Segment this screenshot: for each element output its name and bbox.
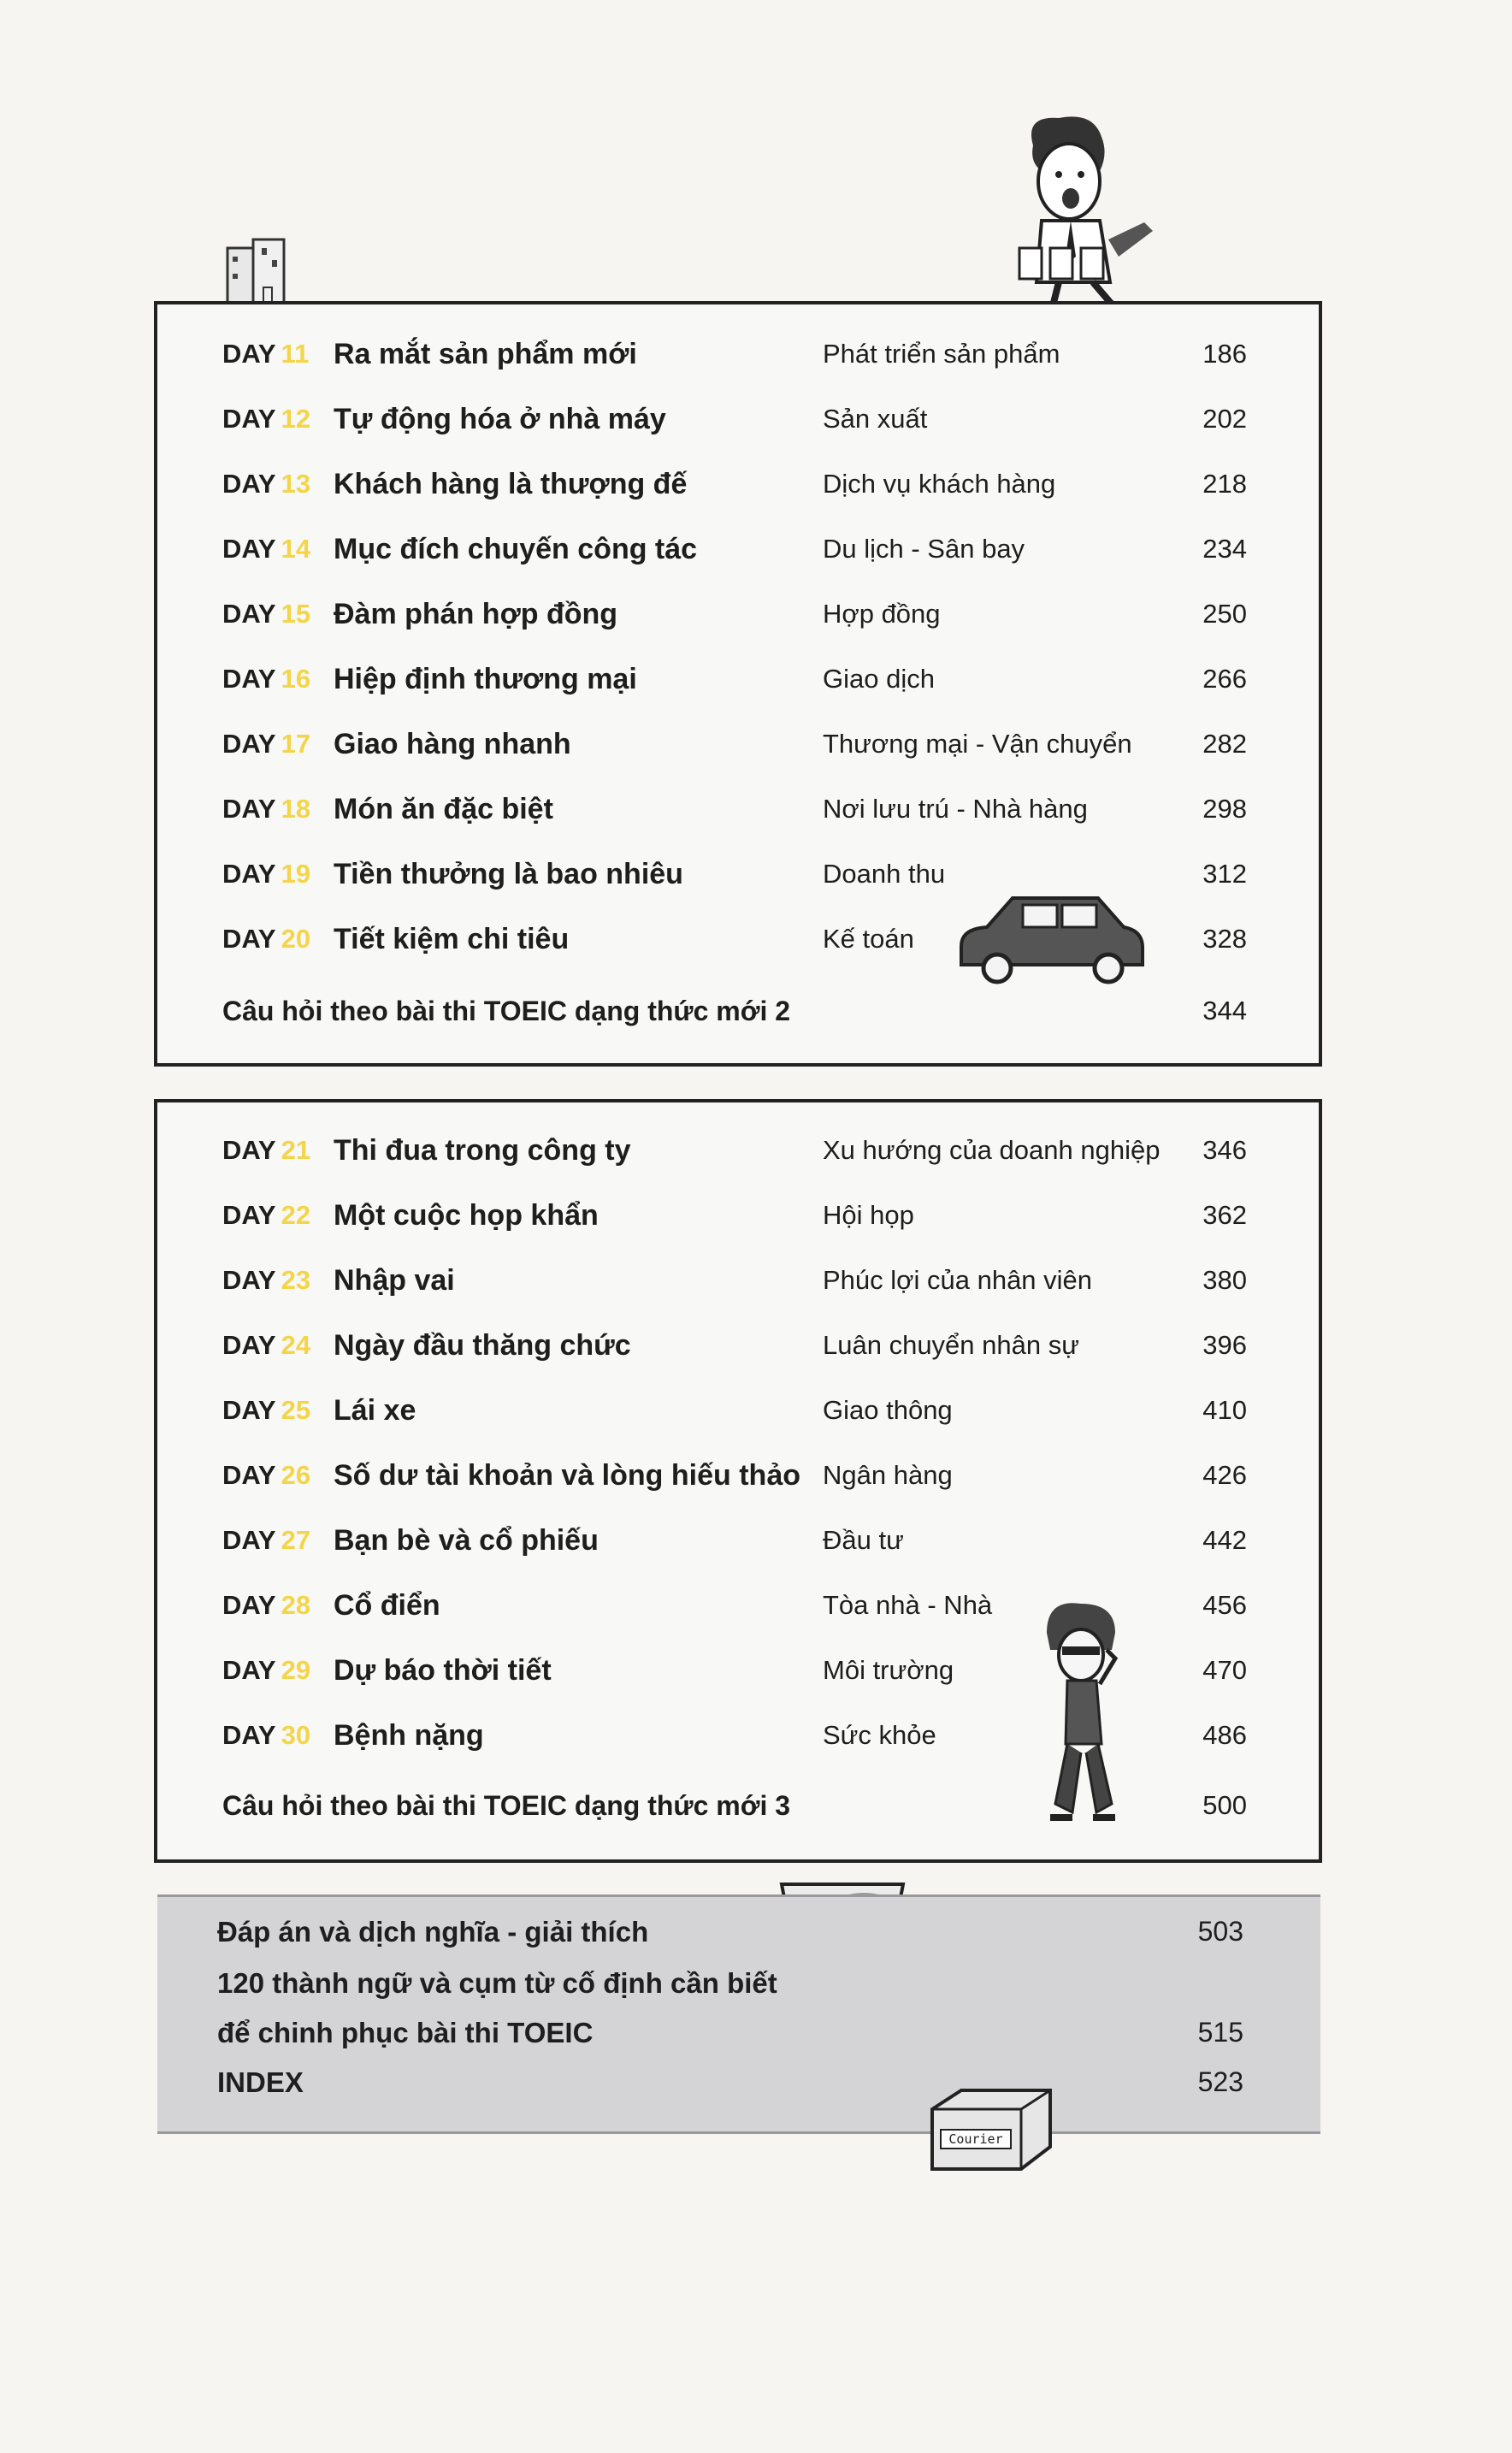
- chapter-title: Bệnh nặng: [334, 1719, 484, 1752]
- day-number: 19: [281, 859, 311, 889]
- day-number: 13: [281, 469, 311, 499]
- chapter-title: Dự báo thời tiết: [334, 1654, 552, 1687]
- day-number: 15: [281, 599, 311, 629]
- appendix-title: Đáp án và dịch nghĩa - giải thích: [217, 1916, 649, 1948]
- day-number: 22: [281, 1200, 311, 1230]
- question-title: Câu hỏi theo bài thi TOEIC dạng thức mới 2: [222, 996, 791, 1026]
- day-label: DAY: [222, 1330, 276, 1360]
- day-number: 27: [281, 1525, 311, 1555]
- day-label: DAY: [222, 1200, 276, 1230]
- chapter-title: Đàm phán hợp đồng: [334, 598, 618, 630]
- day-number: 29: [281, 1655, 311, 1685]
- day-label: DAY: [222, 924, 276, 954]
- toc-row[interactable]: [157, 1191, 1319, 1239]
- day-number: 14: [281, 534, 311, 564]
- day-label: DAY: [222, 599, 276, 629]
- page-number: 312: [1202, 859, 1247, 889]
- page-number: 234: [1202, 534, 1247, 564]
- chapter-topic: Tòa nhà - Nhà: [823, 1590, 993, 1620]
- day-label: DAY: [222, 1395, 276, 1425]
- chapter-topic: Phúc lợi của nhân viên: [823, 1265, 1093, 1295]
- toc-row[interactable]: [157, 395, 1319, 443]
- chapter-title: Nhập vai: [334, 1264, 455, 1297]
- chapter-topic: Dịch vụ khách hàng: [823, 469, 1056, 499]
- day-label: DAY: [222, 1265, 276, 1295]
- chapter-topic: Hội họp: [823, 1200, 914, 1230]
- chapter-title: Tiền thưởng là bao nhiêu: [334, 858, 683, 890]
- page-number: 346: [1202, 1135, 1247, 1165]
- page-number: 380: [1202, 1265, 1247, 1295]
- day-number: 18: [281, 794, 311, 824]
- chapter-title: Giao hàng nhanh: [334, 728, 571, 760]
- page-number: 523: [1197, 2066, 1243, 2097]
- day-number: 30: [281, 1720, 311, 1750]
- day-label: DAY: [222, 469, 276, 499]
- page-number: 442: [1202, 1525, 1247, 1555]
- building-illustration: [224, 236, 301, 309]
- chapter-title: Một cuộc họp khẩn: [334, 1199, 599, 1232]
- chapter-topic: Nơi lưu trú - Nhà hàng: [823, 794, 1088, 824]
- chapter-topic: Xu hướng của doanh nghiệp: [823, 1135, 1161, 1165]
- page-number: 328: [1202, 924, 1247, 954]
- chapter-topic: Luân chuyển nhân sự: [823, 1330, 1079, 1360]
- day-number: 20: [281, 924, 311, 954]
- chapter-title: Mục đích chuyến công tác: [334, 533, 698, 565]
- page-number: 250: [1202, 599, 1247, 629]
- page-number: 202: [1202, 404, 1247, 434]
- toc-row[interactable]: [157, 720, 1319, 768]
- chapter-topic: Thương mại - Vận chuyển: [823, 729, 1132, 759]
- page-number: 218: [1202, 469, 1247, 499]
- day-label: DAY: [222, 534, 276, 564]
- day-label: DAY: [222, 1655, 276, 1685]
- page-number: 410: [1202, 1395, 1247, 1425]
- page-number: 500: [1202, 1790, 1247, 1820]
- day-label: DAY: [222, 1460, 276, 1490]
- appendix-index-row[interactable]: [157, 2066, 1320, 2109]
- appendix-answers-row[interactable]: [157, 1916, 1320, 1959]
- courier-label: Courier: [948, 2131, 1003, 2147]
- day-label: DAY: [222, 404, 276, 434]
- chapter-title: Số dư tài khoản và lòng hiếu thảo: [334, 1459, 800, 1492]
- toc-row[interactable]: [157, 460, 1319, 508]
- day-number: 25: [281, 1395, 311, 1425]
- chapter-title: Lái xe: [334, 1394, 416, 1427]
- page-number: 362: [1202, 1200, 1247, 1230]
- chapter-title: Tự động hóa ở nhà máy: [334, 403, 666, 435]
- appendix-idioms-row[interactable]: [157, 1967, 1320, 2061]
- day-number: 16: [281, 664, 311, 694]
- chapter-title: Món ăn đặc biệt: [334, 793, 553, 825]
- day-label: DAY: [222, 339, 276, 369]
- chapter-title: Bạn bè và cổ phiếu: [334, 1524, 599, 1557]
- chapter-title: Thi đua trong công ty: [334, 1134, 631, 1167]
- question-title: Câu hỏi theo bài thi TOEIC dạng thức mới 3: [222, 1790, 791, 1821]
- toc-row[interactable]: [157, 1451, 1319, 1499]
- page-number: 470: [1202, 1655, 1247, 1685]
- woman-illustration: [1030, 1599, 1149, 1859]
- day-label: DAY: [222, 1720, 276, 1750]
- page-number: 456: [1202, 1590, 1247, 1620]
- page-number: 186: [1202, 339, 1247, 369]
- chapter-title: Tiết kiệm chi tiêu: [334, 923, 570, 955]
- page-number: 266: [1202, 664, 1247, 694]
- toc-row[interactable]: [157, 590, 1319, 638]
- chapter-topic: Giao thông: [823, 1395, 953, 1425]
- chapter-title: Cổ điển: [334, 1589, 440, 1622]
- chapter-topic: Doanh thu: [823, 859, 946, 889]
- courier-box-illustration: [927, 2087, 1055, 2177]
- chapter-topic: Sản xuất: [823, 404, 928, 434]
- day-number: 21: [281, 1135, 311, 1165]
- chapter-title: Hiệp định thương mại: [334, 663, 637, 695]
- page-number: 515: [1197, 2017, 1243, 2048]
- toc-row[interactable]: [157, 1321, 1319, 1369]
- chapter-title: Ngày đầu thăng chức: [334, 1329, 631, 1362]
- page-number: 282: [1202, 729, 1247, 759]
- day-label: DAY: [222, 1525, 276, 1555]
- day-number: 28: [281, 1590, 311, 1620]
- toc-row[interactable]: [157, 785, 1319, 833]
- toc-section-2: [154, 1099, 1322, 1863]
- car-illustration: [953, 886, 1149, 993]
- page-number: 486: [1202, 1720, 1247, 1750]
- toc-row[interactable]: [157, 655, 1319, 703]
- chapter-topic: Du lịch - Sân bay: [823, 534, 1025, 564]
- page-number: 344: [1202, 996, 1247, 1026]
- day-label: DAY: [222, 729, 276, 759]
- chapter-topic: Đầu tư: [823, 1525, 904, 1555]
- toc-row[interactable]: [157, 1256, 1319, 1304]
- page-number: 298: [1202, 794, 1247, 824]
- chapter-topic: Hợp đồng: [823, 599, 941, 629]
- chapter-topic: Sức khỏe: [823, 1720, 936, 1750]
- chapter-topic: Kế toán: [823, 924, 914, 954]
- day-number: 12: [281, 404, 311, 434]
- day-label: DAY: [222, 664, 276, 694]
- chapter-topic: Môi trường: [823, 1655, 954, 1685]
- day-number: 11: [281, 339, 310, 369]
- toc-row[interactable]: [157, 525, 1319, 573]
- appendix-title-line2: để chinh phục bài thi TOEIC: [217, 2017, 594, 2048]
- day-label: DAY: [222, 859, 276, 889]
- toc-appendix: [157, 1894, 1320, 2134]
- toc-question-row[interactable]: [157, 987, 1319, 1035]
- chapter-topic: Giao dịch: [823, 664, 935, 694]
- toc-row[interactable]: [157, 1126, 1319, 1174]
- appendix-title: INDEX: [217, 2066, 304, 2098]
- chapter-title: Khách hàng là thượng đế: [334, 468, 688, 500]
- page-number: 503: [1197, 1916, 1243, 1947]
- page-number: 426: [1202, 1460, 1247, 1490]
- toc-section-1: [154, 301, 1322, 1067]
- toc-row[interactable]: [157, 330, 1319, 378]
- day-label: DAY: [222, 1135, 276, 1165]
- appendix-title: 120 thành ngữ và cụm từ cố định cần biết: [217, 1967, 777, 1999]
- day-label: DAY: [222, 794, 276, 824]
- day-number: 26: [281, 1460, 311, 1490]
- toc-row[interactable]: [157, 1516, 1319, 1564]
- chapter-topic: Phát triển sản phẩm: [823, 339, 1060, 369]
- day-label: DAY: [222, 1590, 276, 1620]
- toc-row[interactable]: [157, 1386, 1319, 1434]
- day-number: 17: [281, 729, 311, 759]
- page-number: 396: [1202, 1330, 1247, 1360]
- chapter-topic: Ngân hàng: [823, 1460, 953, 1490]
- day-number: 23: [281, 1265, 311, 1295]
- day-number: 24: [281, 1330, 311, 1360]
- chapter-title: Ra mắt sản phẩm mới: [334, 338, 637, 370]
